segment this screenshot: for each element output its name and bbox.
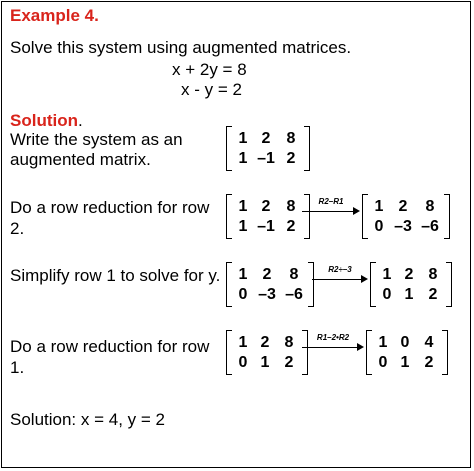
matrix-cell: 0: [238, 286, 248, 303]
matrix-cell: 4: [424, 334, 434, 351]
matrix-cell: 2: [404, 266, 414, 283]
matrix-cell: 2: [261, 130, 271, 147]
problem-statement: Solve this system using augmented matrices.: [10, 38, 352, 57]
matrix-cell: 2: [284, 354, 294, 371]
step-3-line-1: Simplify row 1 to solve for y.: [10, 266, 221, 285]
matrix-cell: 1: [374, 198, 384, 215]
arrow-head-icon: [361, 275, 368, 283]
matrix-cell: 8: [286, 198, 296, 215]
matrix-cell: 1: [238, 266, 248, 283]
left-bracket: [226, 194, 232, 239]
augmented-matrix-4-before: [226, 330, 308, 375]
matrix-cell: 2: [428, 286, 438, 303]
step-2-line-2: 2.: [10, 219, 25, 238]
right-bracket: [442, 330, 448, 375]
matrix-cell: 0: [382, 286, 392, 303]
matrix-cell: 2: [260, 334, 270, 351]
matrix-cell: –1: [257, 150, 275, 167]
matrix-cell: 0: [400, 334, 410, 351]
augmented-matrix-2-before: [226, 194, 310, 239]
equation-1: x + 2y = 8: [172, 60, 247, 79]
step-4-line-1: Do a row reduction for row: [10, 337, 210, 356]
right-bracket: [304, 126, 310, 171]
arrow-shaft: [302, 347, 358, 348]
row-op-label-2: R2÷–3: [328, 265, 352, 274]
matrix-cell: 8: [284, 334, 294, 351]
solution-heading-text: Solution: [10, 111, 78, 130]
matrix-cell: 8: [425, 198, 435, 215]
row-op-label-3: R1–2•R2: [316, 333, 350, 342]
solution-heading: [10, 111, 83, 131]
step-4-line-2: 1.: [10, 358, 25, 377]
final-solution: Solution: x = 4, y = 2: [10, 410, 165, 429]
matrix-cell: 8: [289, 266, 299, 283]
matrix-cell: 1: [238, 198, 248, 215]
matrix-cell: 1: [404, 286, 414, 303]
step-2-line-1: Do a row reduction for row: [10, 198, 210, 217]
matrix-cell: 2: [398, 198, 408, 215]
matrix-cell: 1: [378, 334, 388, 351]
matrix-cell: 8: [428, 266, 438, 283]
left-bracket: [226, 126, 232, 171]
matrix-cell: 2: [261, 198, 271, 215]
augmented-matrix-2-after: [362, 194, 450, 239]
matrix-cell: –6: [285, 286, 303, 303]
matrix-cell: 1: [382, 266, 392, 283]
left-bracket: [226, 330, 232, 375]
arrow-head-icon: [353, 207, 360, 215]
matrix-cell: 0: [238, 354, 248, 371]
matrix-cell: –3: [394, 218, 412, 235]
step-1-line-1: Write the system as an: [10, 130, 183, 149]
matrix-cell: 2: [262, 266, 272, 283]
equation-2: x - y = 2: [181, 80, 242, 99]
arrow-head-icon: [357, 343, 364, 351]
matrix-cell: 2: [424, 354, 434, 371]
matrix-cell: –6: [421, 218, 439, 235]
step-1-line-2: augmented matrix.: [10, 150, 151, 169]
matrix-cell: 1: [238, 150, 248, 167]
arrow-shaft: [312, 279, 362, 280]
right-bracket: [446, 262, 452, 307]
matrix-cell: 0: [378, 354, 388, 371]
left-bracket: [226, 262, 232, 307]
left-bracket: [366, 330, 372, 375]
matrix-cell: 0: [374, 218, 384, 235]
matrix-cell: 1: [400, 354, 410, 371]
left-bracket: [362, 194, 368, 239]
augmented-matrix-4-after: [366, 330, 448, 375]
matrix-cell: –1: [257, 218, 275, 235]
left-bracket: [370, 262, 376, 307]
augmented-matrix-1: [226, 126, 310, 171]
augmented-matrix-3-before: [226, 262, 314, 307]
augmented-matrix-3-after: [370, 262, 452, 307]
matrix-cell: 2: [286, 218, 296, 235]
solution-heading-period: .: [77, 111, 83, 130]
example-heading: Example 4.: [10, 6, 99, 25]
arrow-shaft: [302, 211, 354, 212]
matrix-cell: 8: [286, 130, 296, 147]
right-bracket: [444, 194, 450, 239]
matrix-cell: 2: [286, 150, 296, 167]
matrix-cell: –3: [258, 286, 276, 303]
matrix-cell: 1: [260, 354, 270, 371]
row-op-label-1: R2–R1: [318, 197, 344, 206]
matrix-cell: 1: [238, 334, 248, 351]
matrix-cell: 1: [238, 130, 248, 147]
matrix-cell: 1: [238, 218, 248, 235]
